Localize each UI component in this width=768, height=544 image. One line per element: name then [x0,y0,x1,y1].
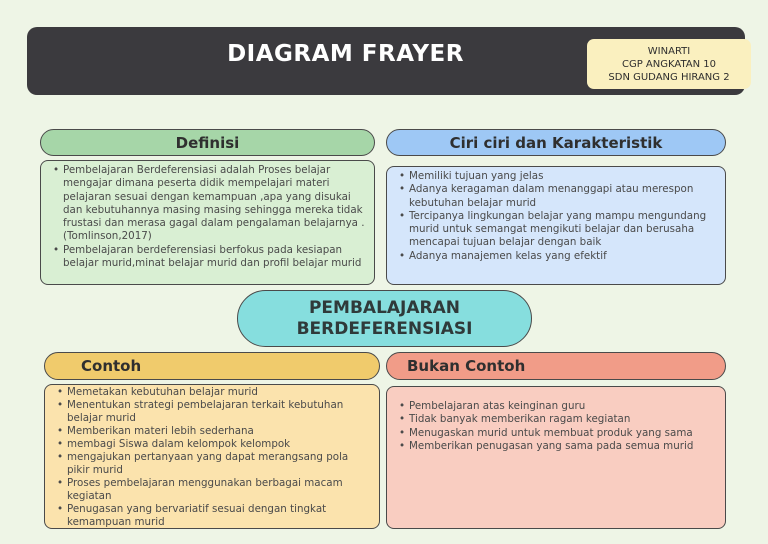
contoh-item: • Menentukan strategi pembelajaran terkait kebutuhan belajar murid [53,399,371,425]
center-topic [237,290,532,347]
author-cohort: CGP ANGKATAN 10 [621,58,716,70]
definisi-item: • Pembelajaran Berdeferensiasi adalah Proses belajar mengajar dimana peserta didik mempelajari materi pelajaran sesuai dengan kemampuan ,apa yang disukai dan kebutuhannya masing masing sehingga mereka tidak frustasi dan merasa gagal dalam pengalaman belajarnya .(Tomlinson,2017) [49,164,366,244]
ciri-item: • Adanya manajemen kelas yang efektif [395,250,717,263]
page-title: DIAGRAM FRAYER [227,41,464,67]
ciri-list [395,170,717,263]
definisi-box [40,160,375,285]
center-line1: PEMBALAJARAN [308,297,461,318]
ciri-item: • Tercipanya lingkungan belajar yang mampu mengundang murid untuk semangat mengikuti belajar dan berusaha mencapai tujuan belajar dengan baik [395,210,717,250]
bukan-item: • Menugaskan murid untuk membuat produk yang sama [395,427,717,440]
bukan-item: • Memberikan penugasan yang sama pada semua murid [395,440,717,453]
ciri-label: Ciri ciri dan Karakteristik [449,133,663,152]
contoh-item: • Memetakan kebutuhan belajar murid [53,386,371,399]
center-line2: BERDEFERENSIASI [296,318,473,339]
contoh-item: • mengajukan pertanyaan yang dapat merangsang pola pikir murid [53,451,371,477]
author-box [587,39,751,89]
bukan-list [395,400,717,453]
ciri-item: • Adanya keragaman dalam menanggapi atau merespon kebutuhan belajar murid [395,183,717,210]
definisi-list [49,164,366,270]
bukan-box [386,386,726,529]
author-name: WINARTI [647,45,691,57]
contoh-heading [44,352,380,380]
ciri-item: • Memiliki tujuan yang jelas [395,170,717,183]
contoh-box [44,384,380,529]
ciri-box [386,166,726,285]
definisi-label: Definisi [175,133,240,152]
bukan-heading [386,352,726,380]
author-school: SDN GUDANG HIRANG 2 [608,71,730,83]
bukan-label: Bukan Contoh [407,357,526,375]
header-banner [27,27,745,95]
definisi-item: • Pembelajaran berdeferensiasi berfokus pada kesiapan belajar murid,minat belajar murid dan profil belajar murid [49,244,366,271]
contoh-item: • Proses pembelajaran menggunakan berbagai macam kegiatan [53,477,371,503]
ciri-heading [386,129,726,156]
definisi-heading [40,129,375,156]
contoh-label: Contoh [81,357,142,375]
contoh-item: • membagi Siswa dalam kelompok kelompok [53,438,371,451]
contoh-item: • Memberikan materi lebih sederhana [53,425,371,438]
bukan-item: • Tidak banyak memberikan ragam kegiatan [395,413,717,426]
contoh-item: • Penugasan yang bervariatif sesuai dengan tingkat kemampuan murid [53,503,371,529]
bukan-item: • Pembelajaran atas keinginan guru [395,400,717,413]
contoh-list [53,386,371,529]
